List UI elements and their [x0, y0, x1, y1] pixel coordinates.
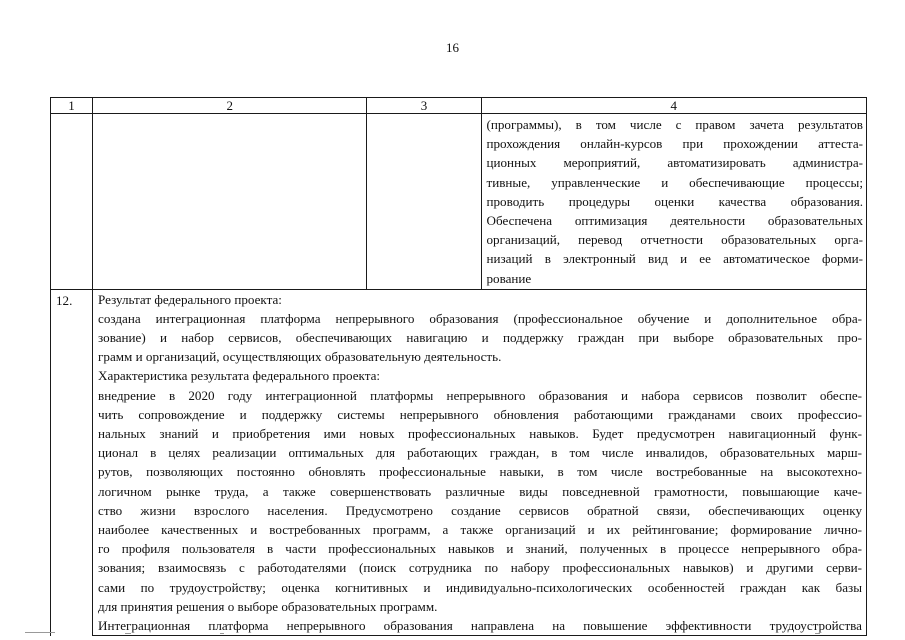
row-12-content — [93, 289, 867, 635]
text-line: тивные, управленческие и обеспечивающие процессы; — [486, 174, 863, 190]
text-line: создана интеграционная платформа непрерывного образования (профессиональное обучение и дополнительное обра- — [98, 310, 862, 326]
text-line: ционных мероприятий, автоматизировать администра- — [486, 155, 863, 171]
scan-artifacts — [20, 628, 880, 636]
text-line: внедрение в 2020 году интеграционной платформы непрерывного образования и набора сервисов позволит обеспе- — [98, 387, 862, 403]
text-line: нальных знаний и приобретения ими новых профессиональных навыков. Будет предусмотрен навигационный функ- — [98, 426, 862, 441]
text-line: ционал в целях реализации оптимальных для работающих граждан, в том числе инвалидов, образовательных марш- — [98, 445, 862, 461]
document-table — [50, 97, 867, 636]
text-line: сами по трудоустройству; оценка когнитивных и индивидуально-психологических особенностей граждан как базы — [98, 579, 862, 595]
row-number: 12. — [51, 289, 93, 635]
page-number: 16 — [446, 40, 459, 55]
section-heading: Результат федерального проекта: — [98, 291, 282, 307]
cont-col-3 — [367, 114, 481, 290]
text-line: организаций, перевод отчетности образовательных орга- — [486, 232, 863, 248]
table-header-row — [51, 98, 867, 114]
cont-col-2 — [93, 114, 367, 290]
text-line: ство жизни взрослого населения. Предусмотрено создание сервисов обратной связи, обеспечивающих оценку — [98, 502, 862, 518]
text-line: (программы), в том числе с правом зачета результатов — [486, 117, 863, 132]
section-heading: Характеристика результата федерального проекта: — [98, 368, 381, 384]
header-col-4: 4 — [481, 98, 867, 114]
text-line: Обеспечена оптимизация деятельности образовательных — [486, 212, 863, 228]
text-line: Интеграционная платформа непрерывного образования направлена на повышение эффективности трудоустройства — [98, 617, 862, 633]
cont-col-1 — [51, 114, 93, 290]
text-line: для принятия решения о выборе образовательных программ. — [98, 598, 438, 614]
text-line: логичном рынке труда, а также совершенствовать различные виды повседневной грамотности, повышающие каче- — [98, 483, 862, 499]
header-col-2: 2 — [93, 98, 367, 114]
text-line: рутов, позволяющих постоянно обновлять профессиональные навыки, в том числе востребованные на высокотехно- — [98, 464, 862, 480]
text-line: проводить процедуры оценки качества образования. — [486, 193, 863, 209]
text-line: прохождения онлайн-курсов при прохождении аттеста- — [486, 136, 863, 152]
scan-mark — [125, 633, 131, 634]
header-col-3: 3 — [367, 98, 481, 114]
text-line: наиболее качественных и востребованных программ, а также организаций и их рейтингование; формирование лично- — [98, 521, 862, 537]
header-col-1: 1 — [51, 98, 93, 114]
table-row-12 — [51, 289, 867, 635]
text-line: зования; взаимосвязь с работодателями (поиск сотрудника по набору профессиональных навыков) и другими серви- — [98, 560, 862, 576]
scan-mark — [220, 633, 224, 634]
cont-col-4 — [481, 114, 867, 290]
table-row-continuation — [51, 114, 867, 290]
scan-mark — [25, 632, 55, 633]
text-line: грамм и организаций, осуществляющих образовательную деятельность. — [98, 349, 502, 365]
text-line: го профиля пользователя в части профессиональных навыков и знаний, полученных в процессе непрерывного обра- — [98, 541, 862, 557]
text-line: чить сопровождение и поддержку системы непрерывного обновления работающими гражданами своих профессио- — [98, 406, 862, 422]
text-line: низаций в электронный вид и ее автоматическое форми- — [486, 251, 863, 267]
text-line: рование — [486, 270, 532, 286]
scan-mark — [815, 633, 820, 634]
text-line: зование) и набор сервисов, обеспечивающих навигацию и поддержку граждан при выборе образовательных про- — [98, 330, 862, 346]
